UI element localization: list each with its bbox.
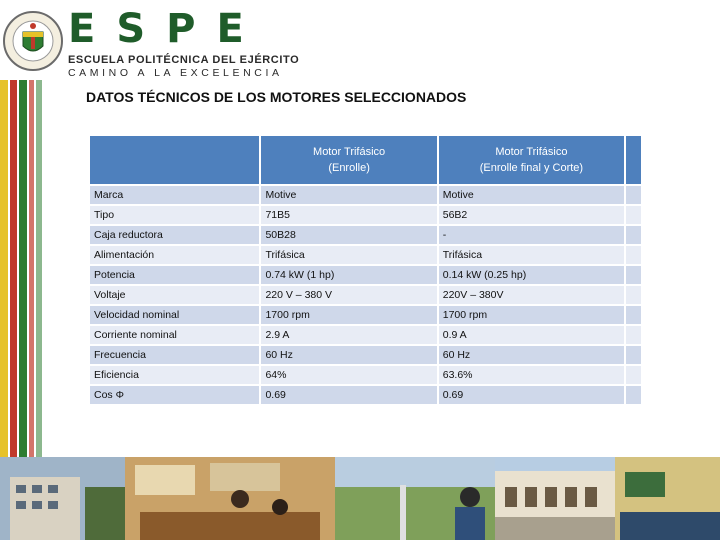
table-row (90, 326, 641, 344)
page-title: DATOS TÉCNICOS DE LOS MOTORES SELECCIONADOS (86, 89, 467, 105)
header-line: (Enrolle) (328, 162, 370, 174)
table-row (90, 346, 641, 364)
motto: CAMINO A LA EXCELENCIA (68, 67, 283, 79)
spec-value-cell: Motive (439, 186, 624, 204)
brand-block (68, 8, 328, 79)
spec-label-cell: Voltaje (90, 286, 259, 304)
table-row (90, 366, 641, 384)
spec-label-cell: Corriente nominal (90, 326, 259, 344)
spec-label-cell: Potencia (90, 266, 259, 284)
spec-value-cell: 50B28 (261, 226, 436, 244)
table-header-row (90, 136, 641, 184)
decorative-stripes (0, 80, 46, 460)
header-cell-motor-corte (439, 136, 624, 184)
spacer-cell (626, 266, 641, 284)
motor-specs-table (88, 134, 643, 406)
spec-value-cell: Trifásica (439, 246, 624, 264)
spec-value-cell: Motive (261, 186, 436, 204)
spec-value-cell: 64% (261, 366, 436, 384)
table-row (90, 206, 641, 224)
spec-label-cell: Alimentación (90, 246, 259, 264)
spacer-cell (626, 386, 641, 404)
table-row (90, 266, 641, 284)
spacer-cell (626, 246, 641, 264)
spec-value-cell: 0.14 kW (0.25 hp) (439, 266, 624, 284)
spec-value-cell: 60 Hz (439, 346, 624, 364)
spec-label-cell: Tipo (90, 206, 259, 224)
header-cell-motor-enrolle (261, 136, 436, 184)
spec-value-cell: 60 Hz (261, 346, 436, 364)
spec-value-cell: 0.69 (439, 386, 624, 404)
header-cell-spacer (626, 136, 641, 184)
spacer-cell (626, 346, 641, 364)
spec-label-cell: Velocidad nominal (90, 306, 259, 324)
spec-label-cell: Frecuencia (90, 346, 259, 364)
spec-label-cell: Marca (90, 186, 259, 204)
table-row (90, 246, 641, 264)
spec-label-cell: Cos Φ (90, 386, 259, 404)
spacer-cell (626, 326, 641, 344)
spec-value-cell: - (439, 226, 624, 244)
campus-photo-strip (0, 457, 720, 540)
spacer-cell (626, 186, 641, 204)
spec-value-cell: 1700 rpm (261, 306, 436, 324)
spec-value-cell: 63.6% (439, 366, 624, 384)
spec-value-cell: 2.9 A (261, 326, 436, 344)
table-row (90, 386, 641, 404)
header-line: Motor Trifásico (313, 146, 386, 158)
table-row (90, 186, 641, 204)
spec-value-cell: 0.69 (261, 386, 436, 404)
spec-value-cell: 220 V – 380 V (261, 286, 436, 304)
brand-word: ESPE (68, 6, 265, 52)
header-line: Motor Trifásico (495, 146, 568, 158)
institution-name: ESCUELA POLITÉCNICA DEL EJÉRCITO (68, 54, 300, 66)
header-line: (Enrolle final y Corte) (479, 162, 584, 174)
spacer-cell (626, 206, 641, 224)
spacer-cell (626, 226, 641, 244)
espe-seal-icon (2, 10, 64, 72)
spacer-cell (626, 306, 641, 324)
spec-value-cell: 56B2 (439, 206, 624, 224)
spec-value-cell: 220V – 380V (439, 286, 624, 304)
spec-value-cell: 0.9 A (439, 326, 624, 344)
spec-label-cell: Eficiencia (90, 366, 259, 384)
spacer-cell (626, 366, 641, 384)
spec-value-cell: Trifásica (261, 246, 436, 264)
spec-value-cell: 0.74 kW (1 hp) (261, 266, 436, 284)
table-row (90, 226, 641, 244)
spec-value-cell: 71B5 (261, 206, 436, 224)
header-cell-empty (90, 136, 259, 184)
spec-value-cell: 1700 rpm (439, 306, 624, 324)
header (0, 0, 720, 80)
spacer-cell (626, 286, 641, 304)
table-row (90, 306, 641, 324)
spec-label-cell: Caja reductora (90, 226, 259, 244)
table-row (90, 286, 641, 304)
